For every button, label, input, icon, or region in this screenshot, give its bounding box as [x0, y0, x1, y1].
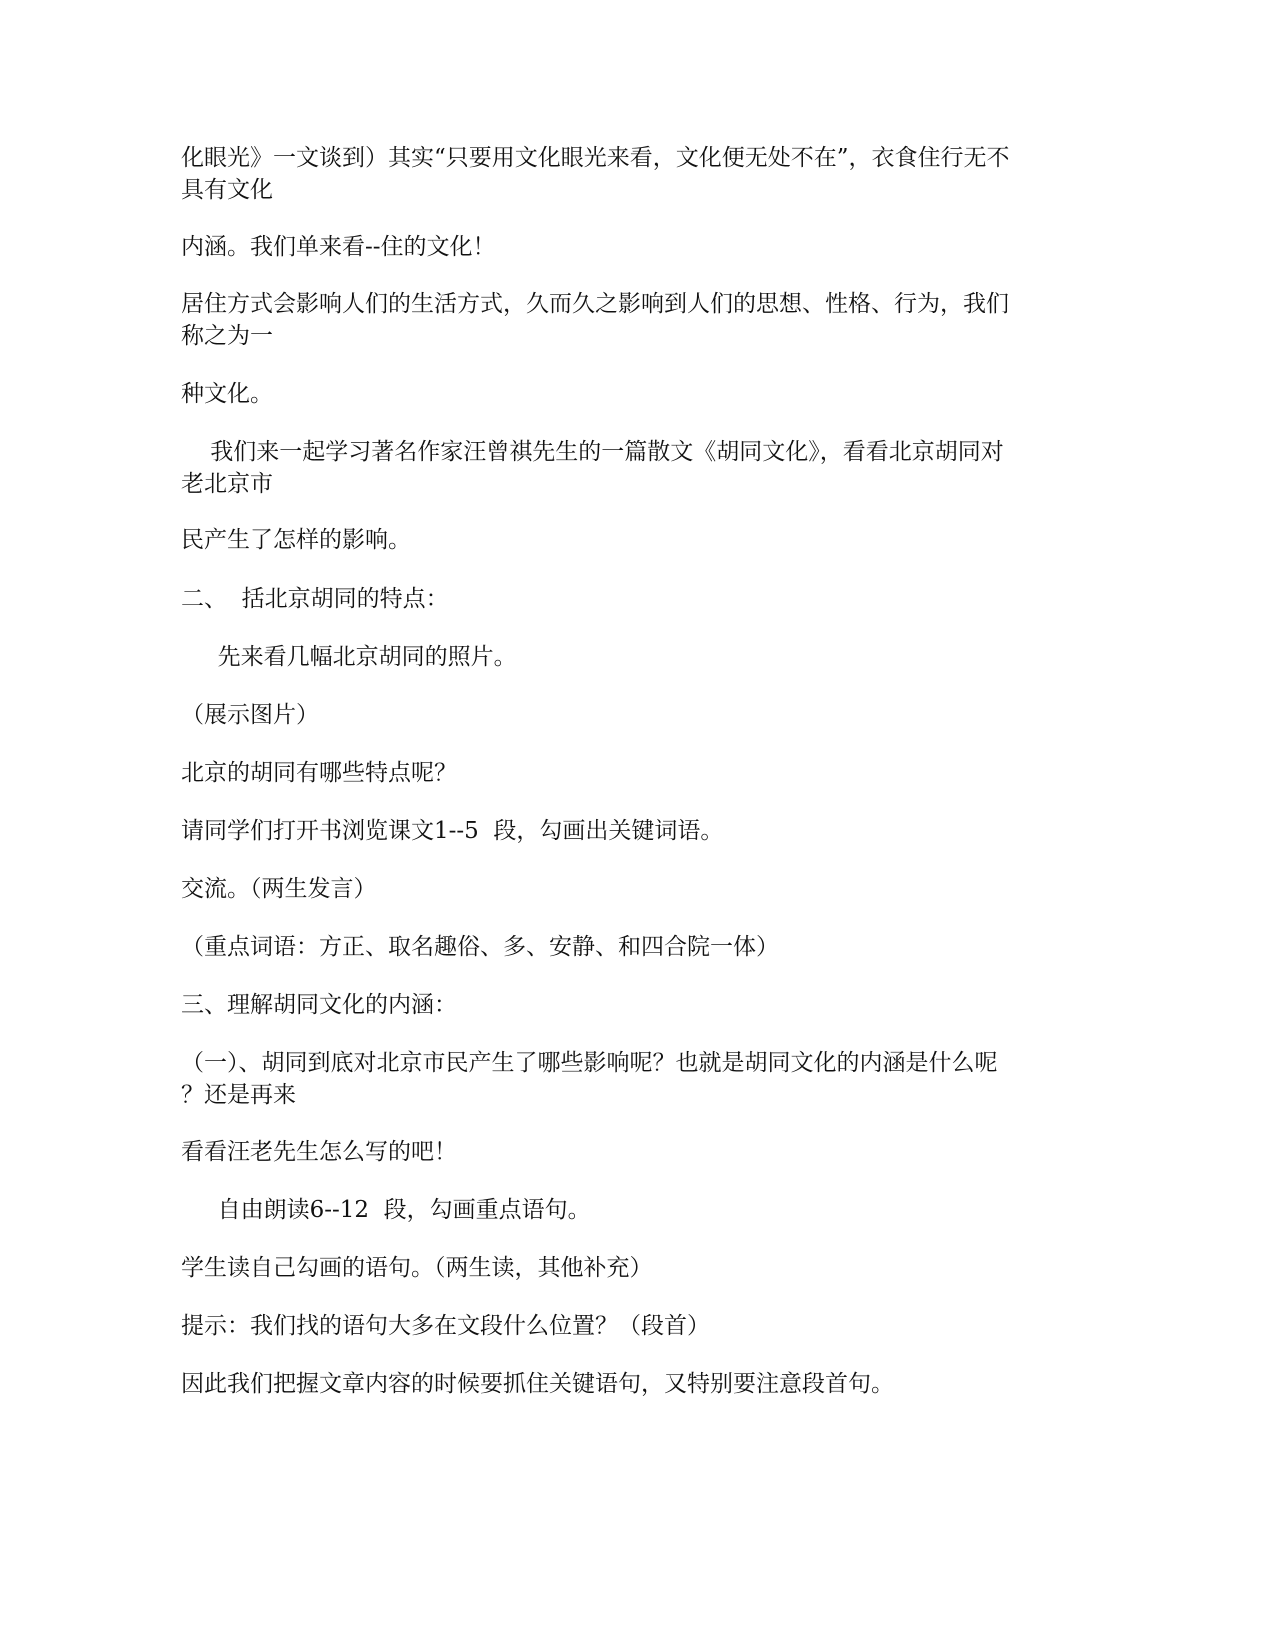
paragraph-11: 交流。（两生发言） [181, 876, 377, 902]
paragraph-4: 种文化。 [181, 381, 273, 407]
paragraph-9: 北京的胡同有哪些特点呢？ [181, 760, 457, 786]
paragraph-5: 我们来一起学习著名作家汪曾祺先生的一篇散文《胡同文化》，看看北京胡同对 老北京市 [181, 439, 1004, 497]
paragraph-13: （一）、胡同到底对北京市民产生了哪些影响呢？也就是胡同文化的内涵是什么呢 ？还是再来 [181, 1050, 998, 1108]
paragraph-2: 内涵。我们单来看--住的文化！ [181, 234, 496, 260]
paragraph-6: 民产生了怎样的影响。 [181, 527, 411, 553]
paragraph-12: （重点词语：方正、取名趣俗、多、安静、和四合院一体） [181, 934, 779, 960]
paragraph-10: 请同学们打开书浏览课文1--5 段，勾画出关键词语。 [181, 818, 724, 844]
paragraph-7: 先来看几幅北京胡同的照片。 [181, 644, 517, 670]
section-heading-3: 三、理解胡同文化的内涵： [181, 992, 457, 1018]
paragraph-17: 提示：我们找的语句大多在文段什么位置？（段首） [181, 1313, 710, 1339]
paragraph-1: 化眼光》一文谈到）其实“只要用文化眼光来看，文化便无处不在”，衣食住行无不 具有文化 [181, 145, 1010, 203]
paragraph-3: 居住方式会影响人们的生活方式，久而久之影响到人们的思想、性格、行为，我们 称之为一 [181, 291, 1009, 349]
paragraph-14: 看看汪老先生怎么写的吧！ [181, 1139, 457, 1165]
paragraph-16: 学生读自己勾画的语句。（两生读，其他补充） [181, 1255, 653, 1281]
paragraph-15: 自由朗读6--12 段，勾画重点语句。 [181, 1197, 591, 1223]
paragraph-18: 因此我们把握文章内容的时候要抓住关键语句，又特别要注意段首句。 [181, 1371, 894, 1397]
paragraph-8: （展示图片） [181, 702, 319, 728]
section-heading-2: 二、 括北京胡同的特点： [181, 586, 449, 612]
